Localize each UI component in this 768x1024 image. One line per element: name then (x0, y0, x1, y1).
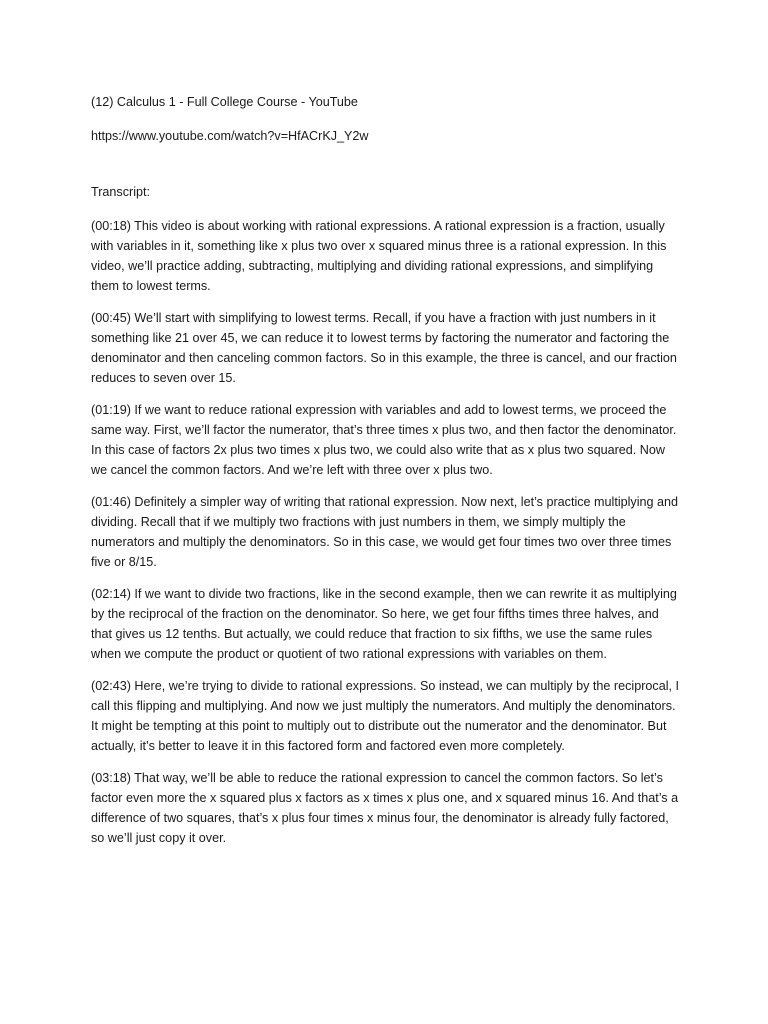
transcript-paragraph: (01:19) If we want to reduce rational expression with variables and add to lowest terms, we proceed the same way. First, we’ll factor the numerator, that’s three times x plus two, and then factor the denominator. In this case of factors 2x plus two times x plus two, we could also write that as x plus two squared. Now we cancel the common factors. And we’re left with three over x plus two. (91, 403, 677, 477)
transcript-paragraph: (01:46) Definitely a simpler way of writing that rational expression. Now next, let’s practice multiplying and dividing. Recall that if we multiply two fractions with just numbers in them, we simply multiply the numerators and multiply the denominators. So in this case, we would get four times two over three times five or 8/15. (91, 495, 679, 569)
transcript-paragraph: (02:14) If we want to divide two fractions, like in the second example, then we can rewrite it as multiplying by the reciprocal of the fraction on the denominator. So here, we get four fifths times three halves, and that gives us 12 tenths. But actually, we could reduce that fraction to six fifths, we use the same rules when we compute the product or quotient of two rational expressions with variables on them. (91, 587, 677, 661)
document-page (91, 92, 681, 860)
transcript-paragraph: (02:43) Here, we’re trying to divide to rational expressions. So instead, we can multiply by the reciprocal, I call this flipping and multiplying. And now we just multiply the numerators. And multiply the denominators. It might be tempting at this point to multiply out to distribute out the numerator and the denominator. But actually, it’s better to leave it in this factored form and factored even more completely. (91, 679, 679, 753)
transcript-paragraph: (00:45) We’ll start with simplifying to lowest terms. Recall, if you have a fraction with just numbers in it something like 21 over 45, we can reduce it to lowest terms by factoring the numerator and factoring the denominator and then canceling common factors. So in this example, the three is cancel, and our fraction reduces to seven over 15. (91, 311, 677, 385)
transcript-paragraph: (00:18) This video is about working with rational expressions. A rational expression is a fraction, usually with variables in it, something like x plus two over x squared minus three is a rational expression. In this video, we’ll practice adding, subtracting, multiplying and dividing rational expressions, and simplifying them to lowest terms. (91, 219, 667, 293)
transcript-heading: Transcript: (91, 185, 151, 199)
video-url: https://www.youtube.com/watch?v=HfACrKJ_Y2w (91, 129, 369, 143)
transcript-paragraph: (03:18) That way, we’ll be able to reduce the rational expression to cancel the common factors. So let’s factor even more the x squared plus x factors as x times x plus one, and x squared minus 16. And that’s a difference of two squares, that’s x plus four times x minus four, the denominator is already fully factored, so we’ll just copy it over. (91, 771, 679, 845)
document-title: (12) Calculus 1 - Full College Course - YouTube (91, 95, 358, 109)
